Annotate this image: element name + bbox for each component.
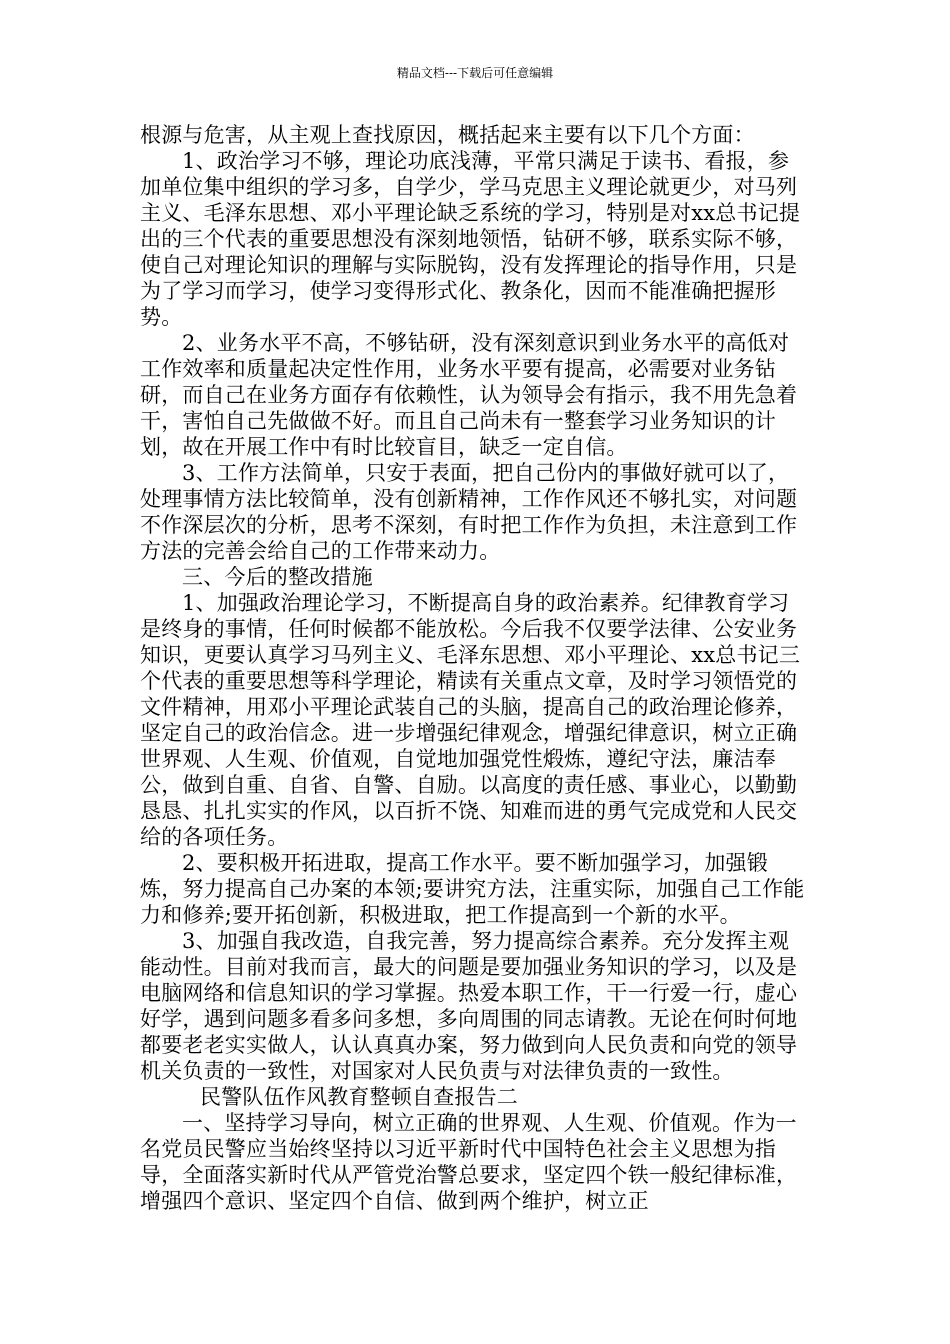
- paragraph-intro: 根源与危害，从主观上查找原因，概括起来主要有以下几个方面：: [140, 123, 755, 147]
- paragraph-measure-3: 3、加强自我改造，自我完善，努力提高综合素养。充分发挥主观能动性。目前对我而言，最大的问题是要加强业务知识的学习，以及是电脑网络和信息知识的学习掌握。热爱本职工作，干一行爱一行，虚心好学，遇到问题多看多问多想，多向周围的同志请教。无论在何时何地都要老老实实做人，认认真真办案，努力做到向人民负责和向党的领导机关负责的一致性，对国家对人民负责与对法律负责的一致性。: [140, 929, 798, 1083]
- paragraph-item-3: 3、工作方法简单，只安于表面，把自己份内的事做好就可以了，处理事情方法比较简单，没有创新精神，工作作风还不够扎实，对问题不作深层次的分析，思考不深刻，有时把工作作为负担，未注意到工作方法的完善会给自己的工作带来动力。: [140, 461, 798, 563]
- section-heading-rectification: 三、今后的整改措施: [182, 565, 373, 589]
- document-body: [140, 122, 810, 1214]
- page-header: 精品文档---下载后可任意编辑: [396, 66, 554, 80]
- paragraph-measure-2: 2、要积极开拓进取，提高工作水平。要不断加强学习，加强锻炼，努力提高自己办案的本领;要讲究方法，注重实际，加强自己工作能力和修养;要开拓创新，积极进取，把工作提高到一个新的水平。: [140, 851, 805, 927]
- report-two-title: 民警队伍作风教育整顿自查报告二: [200, 1085, 518, 1109]
- paragraph-item-1: 1、政治学习不够，理论功底浅薄，平常只满足于读书、看报，参加单位集中组织的学习多，自学少，学马克思主义理论就更少，对马列主义、毛泽东思想、邓小平理论缺乏系统的学习，特别是对xx总书记提出的三个代表的重要思想没有深刻地领悟，钻研不够，联系实际不够，使自己对理论知识的理解与实际脱钩，没有发挥理论的指导作用，只是为了学习而学习，使学习变得形式化、教条化，因而不能准确把握形势。: [140, 149, 801, 329]
- paragraph-measure-1: 1、加强政治理论学习，不断提高自身的政治素养。纪律教育学习是终身的事情，任何时候都不能放松。今后我不仅要学法律、公安业务知识，更要认真学习马列主义、毛泽东思想、邓小平理论、xx总书记三个代表的重要思想等科学理论，精读有关重点文章，及时学习领悟党的文件精神，用邓小平理论武装自己的头脑，提高自己的政治理论修养，坚定自己的政治信念。进一步增强纪律观念，增强纪律意识，树立正确世界观、人生观、价值观，自觉地加强党性煅炼，遵纪守法，廉洁奉公，做到自重、自省、自警、自励。以高度的责任感、事业心，以勤勤恳恳、扎扎实实的作风，以百折不饶、知难而进的勇气完成党和人民交给的各项任务。: [140, 591, 801, 849]
- paragraph-report-two-1: 一、坚持学习导向，树立正确的世界观、人生观、价值观。作为一名党员民警应当始终坚持以习近平新时代中国特色社会主义思想为指导，全面落实新时代从严管党治警总要求，坚定四个铁一般纪律标准，增强四个意识、坚定四个自信、做到两个维护，树立正: [140, 1111, 798, 1213]
- paragraph-item-2: 2、业务水平不高，不够钻研，没有深刻意识到业务水平的高低对工作效率和质量起决定性作用，业务水平要有提高，必需要对业务钻研，而自己在业务方面存有依赖性，认为领导会有指示，我不用先急着干，害怕自己先做做不好。而且自己尚未有一整套学习业务知识的计划，故在开展工作中有时比较盲目，缺乏一定自信。: [140, 331, 798, 459]
